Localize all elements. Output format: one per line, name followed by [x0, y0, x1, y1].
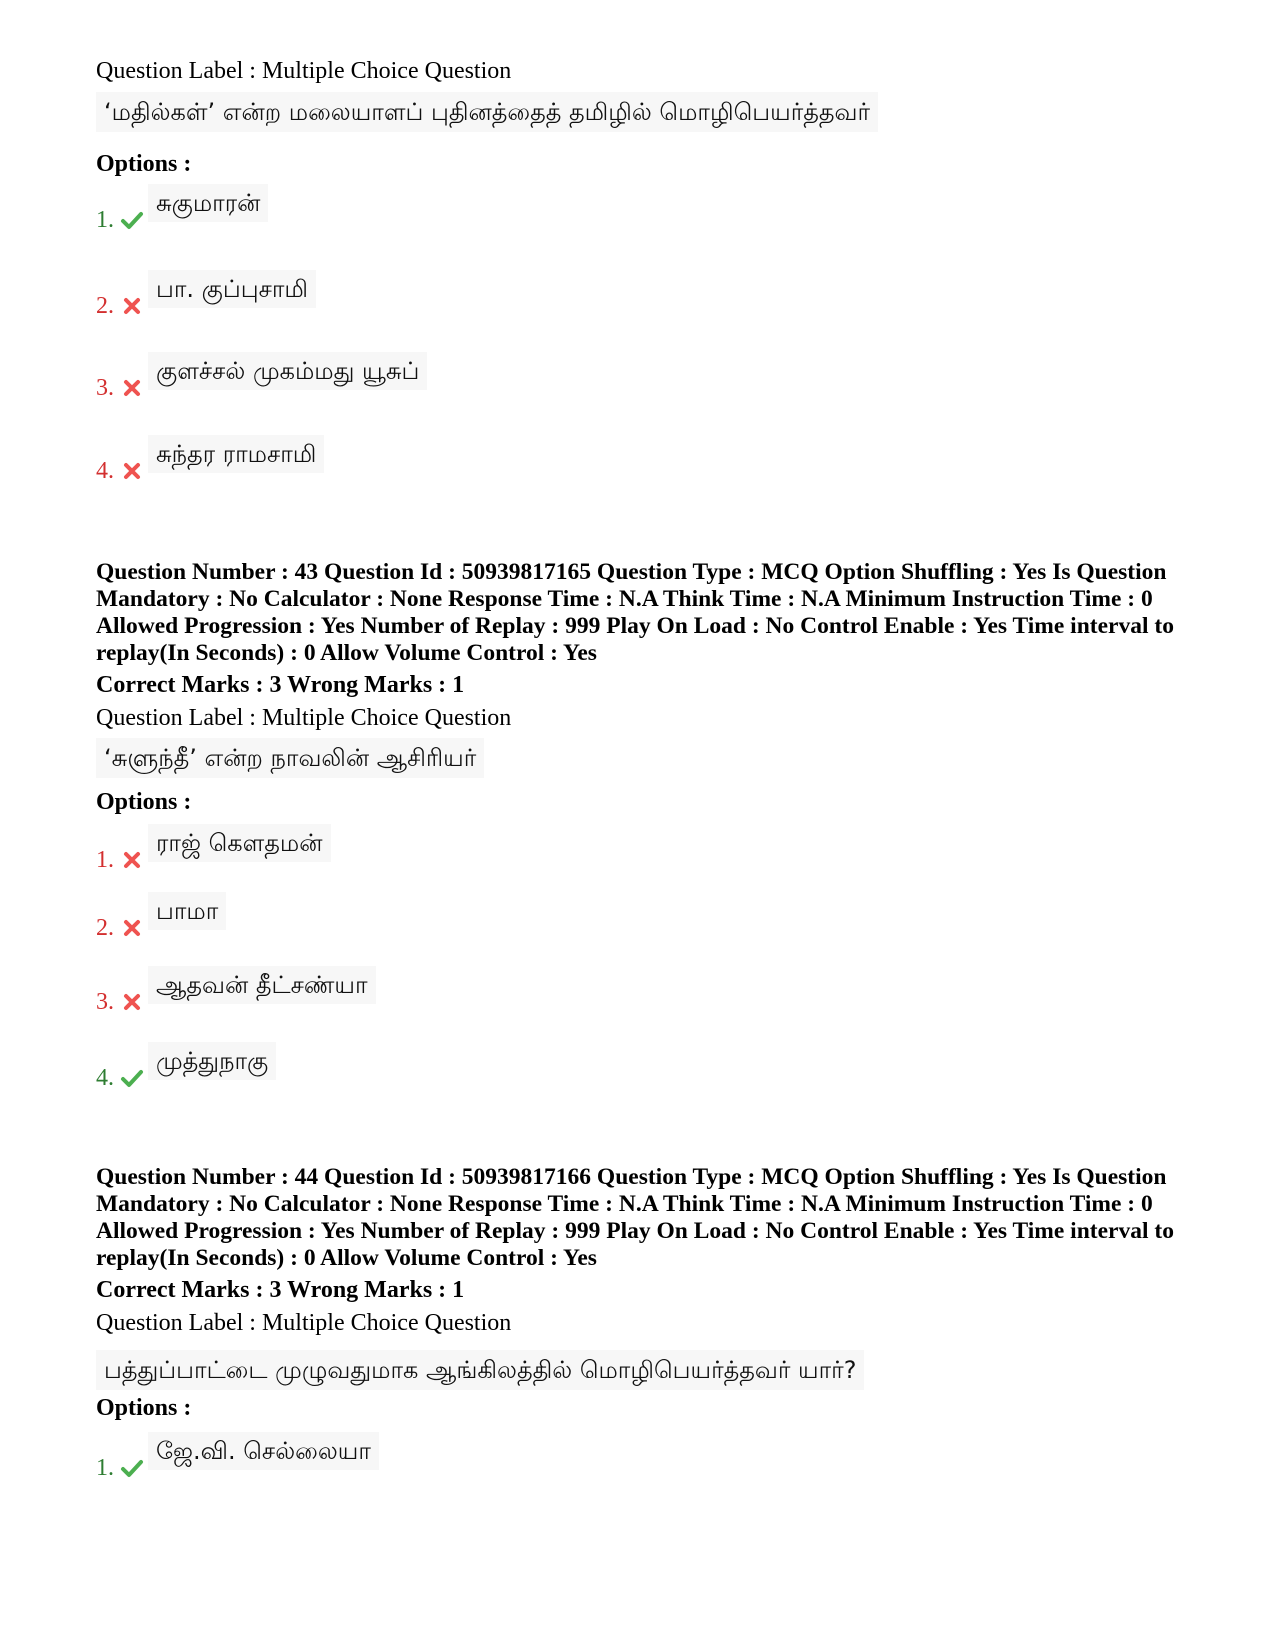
question-text: ‘மதில்கள்’ என்ற மலையாளப் புதினத்தைத் தமிழில் மொழிபெயர்த்தவர்: [96, 92, 878, 132]
option-text: முத்துநாகு: [148, 1042, 276, 1080]
options-title: Options :: [96, 151, 192, 177]
cross-icon: [120, 848, 144, 872]
question-text: பத்துப்பாட்டை முழுவதுமாக ஆங்கிலத்தில் மொழிபெயர்த்தவர் யார்?: [96, 1350, 864, 1390]
option-number: 2.: [96, 293, 114, 319]
option-text: பாமா: [148, 892, 226, 930]
option-text: சுகுமாரன்: [148, 184, 268, 222]
option-number: 1.: [96, 847, 114, 873]
option-number: 1.: [96, 1455, 114, 1481]
cross-icon: [120, 376, 144, 400]
option-text: குளச்சல் முகம்மது யூசுப்: [148, 352, 427, 390]
cross-icon: [120, 916, 144, 940]
cross-icon: [120, 459, 144, 483]
option-text: சுந்தர ராமசாமி: [148, 435, 324, 473]
marks-info: Correct Marks : 3 Wrong Marks : 1: [96, 672, 465, 698]
check-icon: [120, 208, 144, 232]
option-number: 3.: [96, 989, 114, 1015]
option-text: ஆதவன் தீட்சண்யா: [148, 966, 376, 1004]
question-label: Question Label : Multiple Choice Question: [96, 1310, 512, 1336]
cross-icon: [120, 990, 144, 1014]
option-number: 4.: [96, 458, 114, 484]
options-title: Options :: [96, 1395, 192, 1421]
option-number: 2.: [96, 915, 114, 941]
check-icon: [120, 1456, 144, 1480]
option-text: ராஜ் கௌதமன்: [148, 824, 331, 862]
option-number: 4.: [96, 1065, 114, 1091]
option-number: 3.: [96, 375, 114, 401]
check-icon: [120, 1066, 144, 1090]
cross-icon: [120, 294, 144, 318]
option-number: 1.: [96, 207, 114, 233]
question-label: Question Label : Multiple Choice Question: [96, 58, 512, 84]
options-title: Options :: [96, 789, 192, 815]
question-label: Question Label : Multiple Choice Question: [96, 705, 512, 731]
question-text: ‘சுளுந்தீ’ என்ற நாவலின் ஆசிரியர்: [96, 738, 484, 778]
question-meta: Question Number : 43 Question Id : 50939817165 Question Type : MCQ Option Shuffling : Yes Is Question Mandatory : No Calculator : None Response Time : N.A Think Time : N.A Minimum Instruction Time : 0 Allowed Progression : Yes Number of Replay : 999 Play On Load : No Control Enable : Yes Time interval to replay(In Seconds) : 0 Allow Volume Control : Yes: [96, 559, 1174, 666]
option-text: பா. குப்புசாமி: [148, 270, 316, 308]
question-meta: Question Number : 44 Question Id : 50939817166 Question Type : MCQ Option Shuffling : Yes Is Question Mandatory : No Calculator : None Response Time : N.A Think Time : N.A Minimum Instruction Time : 0 Allowed Progression : Yes Number of Replay : 999 Play On Load : No Control Enable : Yes Time interval to replay(In Seconds) : 0 Allow Volume Control : Yes: [96, 1164, 1174, 1271]
option-text: ஜே.வி. செல்லையா: [148, 1432, 379, 1470]
marks-info: Correct Marks : 3 Wrong Marks : 1: [96, 1277, 465, 1303]
